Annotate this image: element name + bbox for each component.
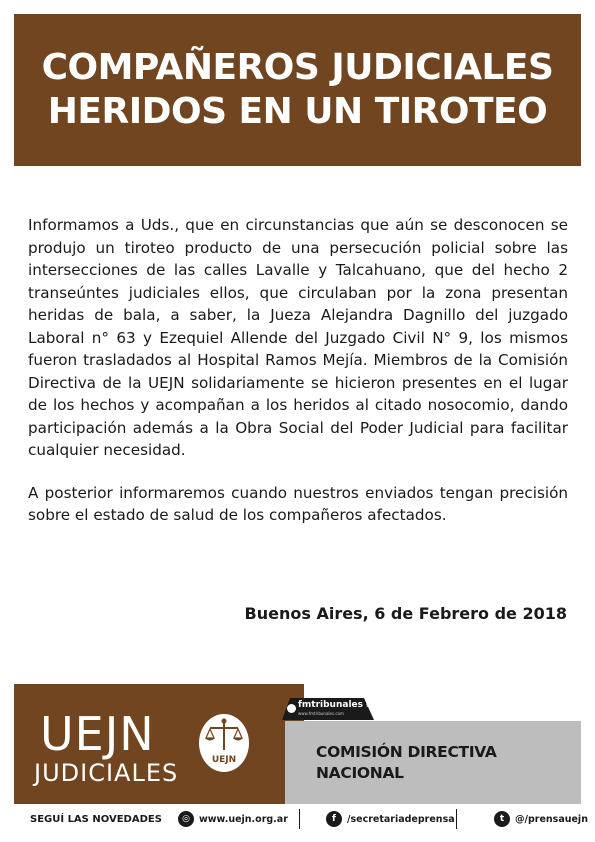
headline-line-1: COMPAÑEROS JUDICIALES — [41, 47, 554, 88]
emblem-label: UEJN — [211, 755, 237, 765]
logo-uejn-text: UEJN — [40, 707, 155, 761]
facebook-icon: f — [326, 811, 342, 827]
twitter-icon: t — [494, 811, 510, 827]
logo-judiciales-text: JUDICIALES — [34, 759, 179, 787]
date-signature: Buenos Aires, 6 de Febrero de 2018 — [244, 604, 567, 623]
twitter-link[interactable] — [494, 811, 588, 827]
follow-label: SEGUÍ LAS NOVEDADES — [30, 813, 162, 825]
radio-label: fmtribunales 92.9 — [298, 700, 379, 710]
radio-logo-icon — [287, 704, 296, 713]
body-paragraph-2: A posterior informaremos cuando nuestros enviados tengan precisión sobre el estado de salud de los compañeros afectados. — [28, 483, 568, 524]
body-paragraph-1: Informamos a Uds., que en circunstancias que aún se desconocen se produjo un tiroteo producto de una persecución policial sobre las intersecciones de las calles Lavalle y Talcahuano, que del hecho 2 transeúntes judiciales ellos, que circulaban por la zona presentan heridas de bala, a saber, la Jueza Alejandra Dagnillo del juzgado Laboral n° 63 y Ezequiel Allende del Juzgado Civil N° 9, los mismos fueron trasladados al Hospital Ramos Mejía. Miembros de la Comisión Directiva de la UEJN solidariamente se hicieron presentes en el lugar de los hechos y acompañan a los heridos al citado nosocomio, dando participación además a la Obra Social del Poder Judicial para facilitar cualquier necesidad. — [28, 216, 568, 459]
globe-icon: ◎ — [178, 811, 194, 827]
facebook-text: /secretariadeprensa — [347, 813, 455, 825]
twitter-text: @/prensauejn — [515, 813, 588, 825]
header-banner — [14, 14, 581, 166]
facebook-link[interactable] — [326, 811, 455, 827]
social-bar — [14, 806, 588, 832]
radio-url: www.fmtribunales.com — [298, 711, 344, 716]
divider — [299, 809, 300, 829]
headline-line-2: HERIDOS EN UN TIROTEO — [47, 91, 548, 132]
website-text: www.uejn.org.ar — [199, 813, 288, 825]
article-body — [28, 214, 568, 527]
divider — [456, 809, 457, 829]
comision-line-1: COMISIÓN DIRECTIVA — [316, 743, 497, 761]
justice-scale-emblem-icon — [197, 712, 251, 774]
website-link[interactable] — [178, 811, 288, 827]
comision-line-2: NACIONAL — [316, 764, 404, 782]
comision-directiva-label — [316, 742, 566, 784]
